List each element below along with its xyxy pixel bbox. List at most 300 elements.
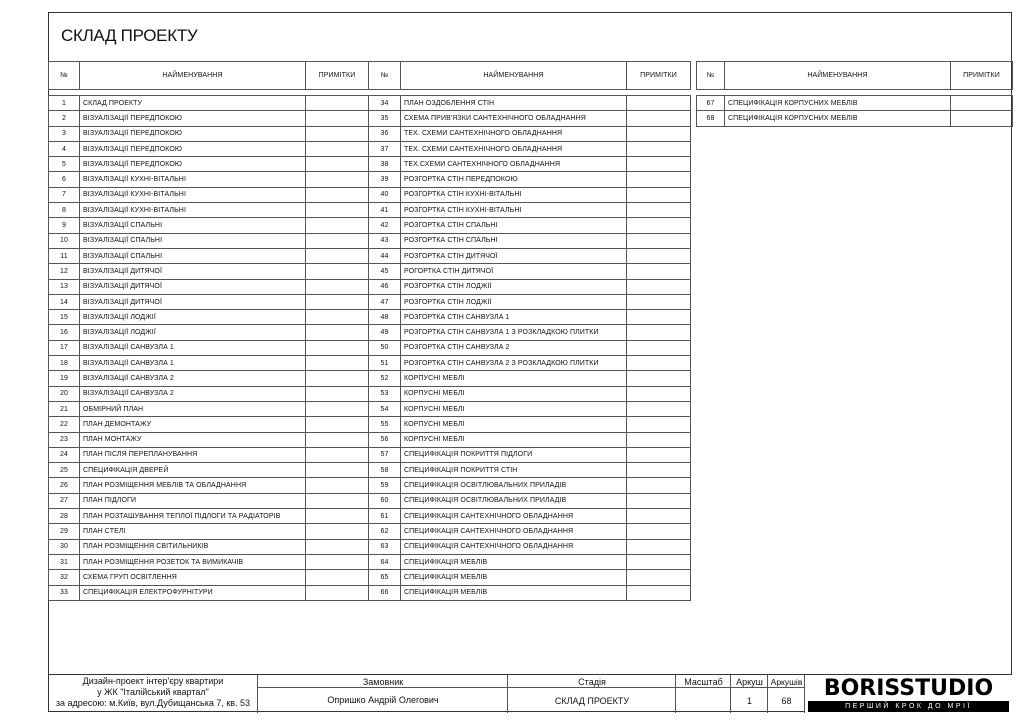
row-notes bbox=[306, 96, 369, 111]
row-number: 64 bbox=[369, 554, 401, 569]
row-title: РОЗГОРТКА СТІН СПАЛЬНІ bbox=[401, 218, 627, 233]
row-title: ПЛАН ДЕМОНТАЖУ bbox=[80, 417, 306, 432]
row-number: 27 bbox=[49, 493, 80, 508]
row-number: 68 bbox=[697, 111, 725, 126]
table-row bbox=[49, 570, 369, 585]
row-notes bbox=[627, 248, 691, 263]
row-title: СХЕМА ГРУП ОСВІТЛЕННЯ bbox=[80, 570, 306, 585]
row-title: РОЗГОРТКА СТІН ДИТЯЧОЇ bbox=[401, 248, 627, 263]
row-notes bbox=[306, 141, 369, 156]
table-row bbox=[369, 524, 691, 539]
row-number: 15 bbox=[49, 310, 80, 325]
table-row bbox=[49, 111, 369, 126]
row-notes bbox=[627, 539, 691, 554]
row-number: 44 bbox=[369, 248, 401, 263]
table-row bbox=[369, 203, 691, 218]
row-number: 2 bbox=[49, 111, 80, 126]
row-title: ВІЗУАЛІЗАЦІЇ СПАЛЬНІ bbox=[80, 233, 306, 248]
table-row bbox=[49, 432, 369, 447]
table-row bbox=[49, 417, 369, 432]
table-row bbox=[49, 401, 369, 416]
table-row bbox=[49, 478, 369, 493]
contents-table-1 bbox=[48, 61, 369, 601]
row-notes bbox=[627, 371, 691, 386]
row-number: 18 bbox=[49, 356, 80, 371]
table-row bbox=[49, 386, 369, 401]
row-title: ВІЗУАЛІЗАЦІЇ КУХНІ-ВІТАЛЬНІ bbox=[80, 187, 306, 202]
row-title: ВІЗУАЛІЗАЦІЇ КУХНІ-ВІТАЛЬНІ bbox=[80, 203, 306, 218]
table-row bbox=[369, 126, 691, 141]
row-number: 35 bbox=[369, 111, 401, 126]
row-number: 30 bbox=[49, 539, 80, 554]
table-row bbox=[369, 264, 691, 279]
row-notes bbox=[627, 570, 691, 585]
scale-cell bbox=[676, 675, 731, 713]
table-row bbox=[369, 493, 691, 508]
row-notes bbox=[627, 417, 691, 432]
row-title: ТЕХ. СХЕМИ САНТЕХНІЧНОГО ОБЛАДНАННЯ bbox=[401, 141, 627, 156]
row-notes bbox=[627, 310, 691, 325]
row-number: 47 bbox=[369, 294, 401, 309]
row-notes bbox=[627, 96, 691, 111]
row-notes bbox=[306, 203, 369, 218]
table-row bbox=[49, 218, 369, 233]
table-row bbox=[369, 279, 691, 294]
row-number: 46 bbox=[369, 279, 401, 294]
table-row bbox=[49, 187, 369, 202]
header-notes: ПРИМІТКИ bbox=[627, 62, 691, 90]
row-notes bbox=[306, 493, 369, 508]
table-row bbox=[369, 248, 691, 263]
row-title: ВІЗУАЛІЗАЦІЇ СПАЛЬНІ bbox=[80, 218, 306, 233]
row-notes bbox=[306, 340, 369, 355]
table-row bbox=[49, 141, 369, 156]
row-number: 25 bbox=[49, 463, 80, 478]
row-notes bbox=[306, 539, 369, 554]
row-number: 50 bbox=[369, 340, 401, 355]
table-row bbox=[49, 325, 369, 340]
table-row bbox=[369, 539, 691, 554]
row-title: ВІЗУАЛІЗАЦІЇ КУХНІ-ВІТАЛЬНІ bbox=[80, 172, 306, 187]
row-number: 28 bbox=[49, 509, 80, 524]
table-row bbox=[49, 203, 369, 218]
table-row bbox=[369, 157, 691, 172]
row-notes bbox=[306, 325, 369, 340]
row-notes bbox=[627, 172, 691, 187]
row-notes bbox=[627, 279, 691, 294]
row-title: СПЕЦИФІКАЦІЯ ПОКРИТТЯ СТІН bbox=[401, 463, 627, 478]
row-number: 60 bbox=[369, 493, 401, 508]
row-notes bbox=[627, 401, 691, 416]
row-title: СПЕЦИФІКАЦІЯ КОРПУСНИХ МЕБЛІВ bbox=[725, 111, 951, 126]
row-number: 12 bbox=[49, 264, 80, 279]
header-name: НАЙМЕНУВАННЯ bbox=[401, 62, 627, 90]
row-notes bbox=[306, 279, 369, 294]
row-title: СПЕЦИФІКАЦІЯ ПОКРИТТЯ ПІДЛОГИ bbox=[401, 447, 627, 462]
row-number: 45 bbox=[369, 264, 401, 279]
row-notes bbox=[306, 310, 369, 325]
row-notes bbox=[627, 264, 691, 279]
row-number: 29 bbox=[49, 524, 80, 539]
row-title: СПЕЦИФІКАЦІЯ САНТЕХНІЧНОГО ОБЛАДНАННЯ bbox=[401, 509, 627, 524]
row-notes bbox=[627, 386, 691, 401]
row-number: 57 bbox=[369, 447, 401, 462]
row-title: СКЛАД ПРОЕКТУ bbox=[80, 96, 306, 111]
header-notes: ПРИМІТКИ bbox=[951, 62, 1013, 90]
table-row bbox=[369, 141, 691, 156]
row-number: 9 bbox=[49, 218, 80, 233]
row-notes bbox=[627, 478, 691, 493]
table-row bbox=[49, 233, 369, 248]
row-number: 65 bbox=[369, 570, 401, 585]
row-title: РОЗГОРТКА СТІН САНВУЗЛА 2 З РОЗКЛАДКОЮ ПЛИТКИ bbox=[401, 356, 627, 371]
row-title: СПЕЦИФІКАЦІЯ МЕБЛІВ bbox=[401, 570, 627, 585]
row-number: 22 bbox=[49, 417, 80, 432]
row-title: ВІЗУАЛІЗАЦІЇ ЛОДЖІЇ bbox=[80, 310, 306, 325]
row-number: 33 bbox=[49, 585, 80, 600]
row-title: СПЕЦИФІКАЦІЯ МЕБЛІВ bbox=[401, 554, 627, 569]
table-row bbox=[49, 585, 369, 600]
table-row bbox=[49, 172, 369, 187]
row-notes bbox=[627, 463, 691, 478]
row-notes bbox=[306, 218, 369, 233]
table-row bbox=[369, 233, 691, 248]
row-title: ВІЗУАЛІЗАЦІЇ ДИТЯЧОЇ bbox=[80, 294, 306, 309]
table-row bbox=[369, 447, 691, 462]
row-notes bbox=[306, 509, 369, 524]
row-number: 56 bbox=[369, 432, 401, 447]
table-row bbox=[49, 279, 369, 294]
row-notes bbox=[627, 157, 691, 172]
table-row bbox=[49, 294, 369, 309]
row-number: 7 bbox=[49, 187, 80, 202]
row-title: КОРПУСНІ МЕБЛІ bbox=[401, 417, 627, 432]
title-block bbox=[48, 674, 1012, 713]
row-notes bbox=[627, 432, 691, 447]
row-number: 13 bbox=[49, 279, 80, 294]
row-notes bbox=[627, 554, 691, 569]
row-notes bbox=[306, 371, 369, 386]
row-number: 17 bbox=[49, 340, 80, 355]
row-notes bbox=[306, 447, 369, 462]
row-title: КОРПУСНІ МЕБЛІ bbox=[401, 386, 627, 401]
row-number: 59 bbox=[369, 478, 401, 493]
sheet-value: 1 bbox=[746, 696, 752, 706]
row-notes bbox=[627, 493, 691, 508]
row-title: ТЕХ. СХЕМИ САНТЕХНІЧНОГО ОБЛАДНАННЯ bbox=[401, 126, 627, 141]
row-title: РОЗГОРТКА СТІН ЛОДЖІЇ bbox=[401, 279, 627, 294]
logo-tagline: ПЕРШИЙ КРОК ДО МРІЇ bbox=[808, 701, 1009, 712]
row-notes bbox=[306, 126, 369, 141]
table-row bbox=[49, 157, 369, 172]
row-title: ВІЗУАЛІЗАЦІЇ ПЕРЕДПОКОЮ bbox=[80, 141, 306, 156]
row-notes bbox=[306, 233, 369, 248]
table-row bbox=[369, 463, 691, 478]
row-notes bbox=[951, 111, 1013, 126]
row-title: КОРПУСНІ МЕБЛІ bbox=[401, 401, 627, 416]
row-title: ВІЗУАЛІЗАЦІЇ СПАЛЬНІ bbox=[80, 248, 306, 263]
customer-label: Замовник bbox=[362, 677, 404, 687]
row-title: ПЛАН РОЗТАШУВАННЯ ТЕПЛОЇ ПІДЛОГИ ТА РАДІАТОРІВ bbox=[80, 509, 306, 524]
row-number: 21 bbox=[49, 401, 80, 416]
customer-value: Опришко Андрій Олегович bbox=[327, 695, 439, 705]
row-notes bbox=[306, 417, 369, 432]
row-notes bbox=[306, 111, 369, 126]
table-row bbox=[369, 509, 691, 524]
row-notes bbox=[627, 294, 691, 309]
row-number: 37 bbox=[369, 141, 401, 156]
row-title: РОЗГОРТКА СТІН КУХНІ-ВІТАЛЬНІ bbox=[401, 187, 627, 202]
table-row bbox=[369, 172, 691, 187]
table-row bbox=[49, 554, 369, 569]
table-row bbox=[697, 111, 1013, 126]
sheets-value: 68 bbox=[781, 696, 792, 706]
row-number: 55 bbox=[369, 417, 401, 432]
row-notes bbox=[306, 570, 369, 585]
row-title: КОРПУСНІ МЕБЛІ bbox=[401, 432, 627, 447]
table-row bbox=[697, 96, 1013, 111]
table-row bbox=[369, 401, 691, 416]
row-title: ВІЗУАЛІЗАЦІЇ ПЕРЕДПОКОЮ bbox=[80, 126, 306, 141]
table-row bbox=[49, 126, 369, 141]
row-number: 66 bbox=[369, 585, 401, 600]
row-number: 40 bbox=[369, 187, 401, 202]
row-number: 39 bbox=[369, 172, 401, 187]
row-number: 5 bbox=[49, 157, 80, 172]
table-header-row bbox=[49, 62, 369, 90]
table-row bbox=[49, 264, 369, 279]
table-header-row bbox=[369, 62, 691, 90]
row-notes bbox=[627, 340, 691, 355]
row-number: 1 bbox=[49, 96, 80, 111]
sheet-cell bbox=[731, 675, 768, 713]
row-title: ОБМІРНИЙ ПЛАН bbox=[80, 401, 306, 416]
row-notes bbox=[306, 585, 369, 600]
table-row bbox=[369, 570, 691, 585]
row-number: 49 bbox=[369, 325, 401, 340]
row-number: 4 bbox=[49, 141, 80, 156]
scale-label: Масштаб bbox=[684, 677, 723, 687]
row-title: РОЗГОРТКА СТІН КУХНІ-ВІТАЛЬНІ bbox=[401, 203, 627, 218]
table-row bbox=[369, 432, 691, 447]
project-line-3: за адресою: м.Київ, вул.Дубищанська 7, кв. 53 bbox=[55, 698, 251, 708]
project-address-cell bbox=[48, 675, 258, 713]
row-title: ПЛАН СТЕЛІ bbox=[80, 524, 306, 539]
row-title: ПЛАН ПІДЛОГИ bbox=[80, 493, 306, 508]
row-title: СПЕЦИФІКАЦІЯ МЕБЛІВ bbox=[401, 585, 627, 600]
row-title: РОЗГОРТКА СТІН ПЕРЕДПОКОЮ bbox=[401, 172, 627, 187]
table-row bbox=[49, 371, 369, 386]
studio-logo bbox=[805, 675, 1012, 713]
table-row bbox=[369, 417, 691, 432]
row-title: СПЕЦИФІКАЦІЯ ОСВІТЛЮВАЛЬНИХ ПРИЛАДІВ bbox=[401, 478, 627, 493]
logo-name: BORISSTUDIO bbox=[823, 676, 994, 701]
customer-cell bbox=[258, 675, 508, 713]
table-row bbox=[49, 96, 369, 111]
row-title: РОЗГОРТКА СТІН САНВУЗЛА 1 bbox=[401, 310, 627, 325]
table-row bbox=[369, 478, 691, 493]
row-notes bbox=[627, 141, 691, 156]
row-title: СПЕЦИФІКАЦІЯ ОСВІТЛЮВАЛЬНИХ ПРИЛАДІВ bbox=[401, 493, 627, 508]
row-number: 8 bbox=[49, 203, 80, 218]
header-notes: ПРИМІТКИ bbox=[306, 62, 369, 90]
row-title: РОЗГОРТКА СТІН САНВУЗЛА 2 bbox=[401, 340, 627, 355]
row-title: ТЕХ.СХЕМИ САНТЕХНІЧНОГО ОБЛАДНАННЯ bbox=[401, 157, 627, 172]
row-number: 63 bbox=[369, 539, 401, 554]
row-number: 48 bbox=[369, 310, 401, 325]
row-notes bbox=[627, 585, 691, 600]
contents-table-3 bbox=[696, 61, 1013, 127]
row-title: РОЗГОРТКА СТІН СПАЛЬНІ bbox=[401, 233, 627, 248]
row-title: ВІЗУАЛІЗАЦІЇ САНВУЗЛА 1 bbox=[80, 340, 306, 355]
table-header-row bbox=[697, 62, 1013, 90]
row-number: 61 bbox=[369, 509, 401, 524]
table-row bbox=[49, 539, 369, 554]
table-row bbox=[369, 585, 691, 600]
table-row bbox=[369, 371, 691, 386]
row-title: ВІЗУАЛІЗАЦІЇ ПЕРЕДПОКОЮ bbox=[80, 111, 306, 126]
stage-cell bbox=[508, 675, 676, 713]
row-number: 42 bbox=[369, 218, 401, 233]
row-notes bbox=[306, 554, 369, 569]
header-num: № bbox=[49, 62, 80, 90]
row-number: 10 bbox=[49, 233, 80, 248]
row-title: СПЕЦИФІКАЦІЯ ЕЛЕКТРОФУРНІТУРИ bbox=[80, 585, 306, 600]
table-row bbox=[49, 509, 369, 524]
row-notes bbox=[627, 126, 691, 141]
sheets-cell bbox=[768, 675, 805, 713]
row-number: 36 bbox=[369, 126, 401, 141]
row-notes bbox=[306, 401, 369, 416]
table-row bbox=[369, 218, 691, 233]
row-notes bbox=[627, 447, 691, 462]
row-notes bbox=[951, 96, 1013, 111]
row-notes bbox=[306, 294, 369, 309]
row-number: 16 bbox=[49, 325, 80, 340]
row-title: ПЛАН МОНТАЖУ bbox=[80, 432, 306, 447]
table-row bbox=[49, 524, 369, 539]
table-row bbox=[369, 554, 691, 569]
row-number: 24 bbox=[49, 447, 80, 462]
table-row bbox=[369, 187, 691, 202]
table-row bbox=[369, 294, 691, 309]
row-number: 67 bbox=[697, 96, 725, 111]
row-title: ВІЗУАЛІЗАЦІЇ ДИТЯЧОЇ bbox=[80, 279, 306, 294]
project-line-2: у ЖК "Італійський квартал" bbox=[97, 687, 209, 697]
table-row bbox=[369, 310, 691, 325]
header-name: НАЙМЕНУВАННЯ bbox=[80, 62, 306, 90]
row-number: 6 bbox=[49, 172, 80, 187]
row-number: 26 bbox=[49, 478, 80, 493]
row-title: КОРПУСНІ МЕБЛІ bbox=[401, 371, 627, 386]
row-number: 3 bbox=[49, 126, 80, 141]
project-line-1: Дизайн-проект інтер'єру квартири bbox=[82, 676, 224, 686]
table-row bbox=[49, 310, 369, 325]
row-title: РОЗГОРТКА СТІН САНВУЗЛА 1 З РОЗКЛАДКОЮ ПЛИТКИ bbox=[401, 325, 627, 340]
row-notes bbox=[306, 478, 369, 493]
row-title: ВІЗУАЛІЗАЦІЇ САНВУЗЛА 1 bbox=[80, 356, 306, 371]
row-title: СПЕЦИФІКАЦІЯ КОРПУСНИХ МЕБЛІВ bbox=[725, 96, 951, 111]
row-notes bbox=[627, 187, 691, 202]
row-number: 53 bbox=[369, 386, 401, 401]
row-notes bbox=[627, 111, 691, 126]
row-notes bbox=[306, 356, 369, 371]
row-notes bbox=[306, 432, 369, 447]
row-title: РОЗГОРТКА СТІН ЛОДЖІЇ bbox=[401, 294, 627, 309]
header-num: № bbox=[697, 62, 725, 90]
table-row bbox=[369, 325, 691, 340]
row-notes bbox=[306, 524, 369, 539]
row-title: ВІЗУАЛІЗАЦІЇ ПЕРЕДПОКОЮ bbox=[80, 157, 306, 172]
row-title: ПЛАН РОЗМІЩЕННЯ СВІТИЛЬНИКІВ bbox=[80, 539, 306, 554]
row-number: 32 bbox=[49, 570, 80, 585]
row-title: СПЕЦИФІКАЦІЯ ДВЕРЕЙ bbox=[80, 463, 306, 478]
row-notes bbox=[306, 463, 369, 478]
row-number: 51 bbox=[369, 356, 401, 371]
table-row bbox=[49, 340, 369, 355]
table-row bbox=[369, 340, 691, 355]
row-title: ВІЗУАЛІЗАЦІЇ САНВУЗЛА 2 bbox=[80, 386, 306, 401]
row-notes bbox=[306, 187, 369, 202]
row-notes bbox=[306, 172, 369, 187]
row-notes bbox=[306, 157, 369, 172]
stamp-divider bbox=[258, 687, 805, 688]
row-number: 14 bbox=[49, 294, 80, 309]
row-notes bbox=[627, 218, 691, 233]
row-number: 23 bbox=[49, 432, 80, 447]
sheets-label: Аркушів bbox=[770, 677, 803, 687]
row-title: ПЛАН ОЗДОБЛЕННЯ СТІН bbox=[401, 96, 627, 111]
row-number: 34 bbox=[369, 96, 401, 111]
row-number: 43 bbox=[369, 233, 401, 248]
row-number: 41 bbox=[369, 203, 401, 218]
row-number: 38 bbox=[369, 157, 401, 172]
row-number: 54 bbox=[369, 401, 401, 416]
table-row bbox=[369, 96, 691, 111]
row-notes bbox=[627, 325, 691, 340]
table-row bbox=[49, 356, 369, 371]
row-title: СПЕЦИФІКАЦІЯ САНТЕХНІЧНОГО ОБЛАДНАННЯ bbox=[401, 524, 627, 539]
row-title: ПЛАН РОЗМІЩЕННЯ РОЗЕТОК ТА ВИМИКАЧІВ bbox=[80, 554, 306, 569]
row-title: ПЛАН РОЗМІЩЕННЯ МЕБЛІВ ТА ОБЛАДНАННЯ bbox=[80, 478, 306, 493]
row-notes bbox=[627, 524, 691, 539]
row-notes bbox=[627, 356, 691, 371]
row-number: 19 bbox=[49, 371, 80, 386]
row-notes bbox=[627, 509, 691, 524]
table-row bbox=[49, 463, 369, 478]
row-title: ВІЗУАЛІЗАЦІЇ ДИТЯЧОЇ bbox=[80, 264, 306, 279]
header-num: № bbox=[369, 62, 401, 90]
row-notes bbox=[306, 248, 369, 263]
row-number: 20 bbox=[49, 386, 80, 401]
table-row bbox=[369, 386, 691, 401]
row-title: РОГОРТКА СТІН ДИТЯЧОЇ bbox=[401, 264, 627, 279]
row-number: 62 bbox=[369, 524, 401, 539]
page-title: СКЛАД ПРОЕКТУ bbox=[61, 26, 198, 45]
row-title: СПЕЦИФІКАЦІЯ САНТЕХНІЧНОГО ОБЛАДНАННЯ bbox=[401, 539, 627, 554]
stage-label: Стадія bbox=[578, 677, 606, 687]
row-title: СХЕМА ПРИВ'ЯЗКИ САНТЕХНІЧНОГО ОБЛАДНАННЯ bbox=[401, 111, 627, 126]
stage-value: СКЛАД ПРОЕКТУ bbox=[554, 696, 630, 706]
table-row bbox=[49, 248, 369, 263]
table-row bbox=[49, 447, 369, 462]
row-notes bbox=[627, 233, 691, 248]
row-title: ПЛАН ПІСЛЯ ПЕРЕПЛАНУВАННЯ bbox=[80, 447, 306, 462]
row-number: 52 bbox=[369, 371, 401, 386]
row-notes bbox=[306, 386, 369, 401]
table-row bbox=[49, 493, 369, 508]
row-notes bbox=[306, 264, 369, 279]
